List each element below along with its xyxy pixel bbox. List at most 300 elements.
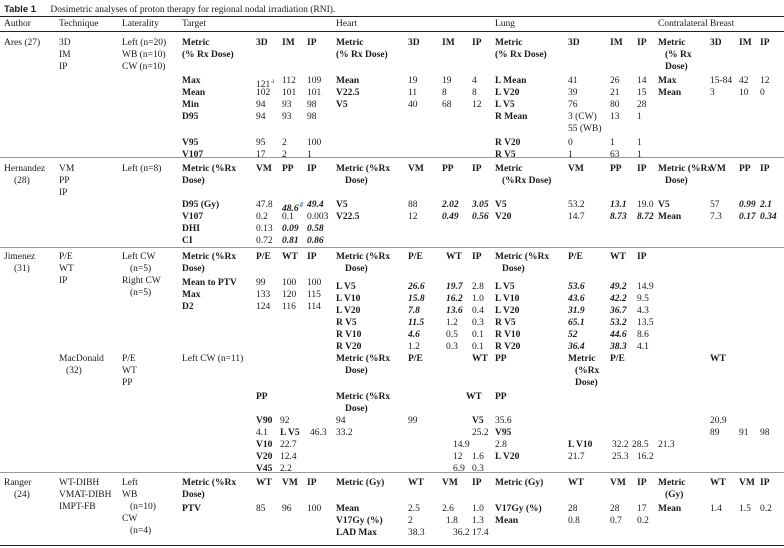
table-cell: 1 bbox=[637, 112, 642, 122]
table-cell: V20 bbox=[256, 452, 273, 462]
table-cell: Metric (Gy) bbox=[336, 478, 385, 488]
table-cell: 11.5 bbox=[408, 318, 425, 328]
table-cell: 0.09 bbox=[282, 224, 299, 234]
table-cell: 85 bbox=[256, 504, 266, 514]
table-cell: IM bbox=[59, 50, 71, 60]
table-cell: PP bbox=[739, 164, 751, 174]
table-cell: L Mean bbox=[495, 76, 527, 86]
table-cell: 28 bbox=[568, 504, 578, 514]
table-cell: Min bbox=[182, 100, 199, 110]
table-cell: 91 bbox=[739, 428, 749, 438]
header-rule bbox=[0, 31, 784, 32]
table-cell: 0.003 bbox=[307, 212, 329, 222]
table-cell: 53.6 bbox=[568, 282, 585, 292]
table-cell: 2.8 bbox=[495, 440, 507, 450]
table-cell: WT bbox=[446, 252, 462, 262]
table-cell: V17Gy (%) bbox=[336, 516, 383, 526]
table-cell: 98 bbox=[307, 100, 317, 110]
table-cell: 2.1 bbox=[760, 200, 772, 210]
table-cell: IMPT-FB bbox=[59, 502, 96, 512]
table-cell: 12 bbox=[760, 76, 770, 86]
table-cell: 31.9 bbox=[568, 306, 585, 316]
table-cell: PP bbox=[256, 392, 268, 402]
table-cell: 32.2 bbox=[612, 440, 629, 450]
table-cell: 19 bbox=[408, 76, 418, 86]
table-cell: 98 bbox=[760, 428, 770, 438]
table-cell: Metric (%Rx bbox=[336, 164, 391, 174]
table-cell: IP bbox=[637, 38, 647, 48]
table-cell: CI bbox=[182, 236, 193, 246]
table-cell: 2.5 bbox=[408, 504, 420, 514]
column-header-author: Author bbox=[4, 19, 31, 29]
table-cell: 94 bbox=[256, 100, 266, 110]
table-cell: 1.3 bbox=[472, 516, 484, 526]
table-cell: IP bbox=[472, 252, 482, 262]
table-cell: IP bbox=[637, 252, 647, 262]
table-cell: Mean bbox=[658, 88, 682, 98]
table-cell: Max bbox=[658, 76, 677, 86]
table-cell: Metric bbox=[568, 354, 596, 364]
table-cell: Mean bbox=[658, 504, 682, 514]
table-cell: 100 bbox=[307, 278, 322, 288]
table-cell: 0.17 bbox=[739, 212, 756, 222]
table-cell: Metric bbox=[658, 38, 686, 48]
table-cell: (n=5) bbox=[130, 264, 152, 274]
table-cell: IP bbox=[637, 478, 647, 488]
table-cell: 0.13 bbox=[256, 224, 273, 234]
table-cell: Dose) bbox=[182, 490, 205, 500]
table-cell: 36.2 bbox=[453, 528, 470, 538]
table-cell: 0.86 bbox=[307, 236, 324, 246]
table-cell: IP bbox=[307, 478, 317, 488]
table-cell: (%Rx bbox=[575, 366, 600, 376]
table-cell: L V5 bbox=[495, 100, 515, 110]
table-cell: 21.7 bbox=[568, 452, 585, 462]
table-cell: 4.1 bbox=[256, 428, 268, 438]
table-cell: 55 (WB) bbox=[568, 124, 602, 134]
column-header-lung: Lung bbox=[495, 19, 516, 29]
table-cell: 93 bbox=[282, 112, 292, 122]
table-cell: R V20 bbox=[336, 342, 362, 352]
table-cell: Metric (%Rx bbox=[182, 164, 237, 174]
table-cell: R V20 bbox=[495, 342, 521, 352]
table-cell: WT bbox=[568, 478, 584, 488]
footnote-marker: a bbox=[271, 77, 275, 85]
table-cell: Mean bbox=[182, 88, 206, 98]
table-cell: R V5 bbox=[495, 150, 516, 160]
table-cell: 114 bbox=[307, 302, 321, 312]
table-cell: 49.2 bbox=[610, 282, 627, 292]
table-cell: 17 bbox=[256, 150, 266, 160]
table-cell: 0.58 bbox=[307, 224, 324, 234]
table-cell: IP bbox=[760, 164, 770, 174]
table-cell: 21.3 bbox=[658, 440, 675, 450]
table-cell: PP bbox=[442, 164, 454, 174]
table-cell: 22.7 bbox=[280, 440, 297, 450]
table-cell: 14.7 bbox=[568, 212, 585, 222]
table-cell: 0.2 bbox=[760, 504, 772, 514]
table-cell: Dose) bbox=[345, 404, 368, 414]
table-cell: 101 bbox=[282, 88, 297, 98]
table-cell: P/E bbox=[59, 252, 73, 262]
table-cell: 100 bbox=[307, 138, 322, 148]
table-cell: VM bbox=[710, 164, 726, 174]
table-cell: L V20 bbox=[495, 306, 520, 316]
table-caption bbox=[4, 4, 335, 16]
table-cell: 52 bbox=[568, 330, 578, 340]
table-cell: 3 bbox=[710, 88, 715, 98]
table-cell: 13.1 bbox=[610, 200, 627, 210]
table-cell: 112 bbox=[282, 76, 296, 86]
table-cell: MacDonald bbox=[59, 354, 104, 364]
table-cell: IP bbox=[760, 478, 770, 488]
table-cell: (% Rx Dose) bbox=[336, 50, 388, 60]
table-cell: 15 bbox=[637, 88, 647, 98]
table-cell: 41 bbox=[568, 76, 578, 86]
table-cell: P/E bbox=[122, 354, 136, 364]
table-cell: PP bbox=[610, 164, 622, 174]
table-cell: L V5 bbox=[495, 282, 515, 292]
table-cell: 8.6 bbox=[637, 330, 649, 340]
table-cell: V45 bbox=[256, 464, 273, 474]
table-cell: P/E bbox=[568, 252, 583, 262]
table-cell: 0 bbox=[568, 138, 573, 148]
table-cell: Dose) bbox=[182, 264, 205, 274]
table-cell: (%Rx Dose) bbox=[502, 176, 552, 186]
table-cell: 39 bbox=[568, 88, 578, 98]
table-cell: Metric (%Rx bbox=[336, 252, 391, 262]
table-cell: Metric bbox=[495, 164, 523, 174]
table-cell: Ranger bbox=[4, 478, 32, 488]
table-cell: WT bbox=[710, 478, 726, 488]
table-cell: 14.9 bbox=[453, 440, 470, 450]
table-cell: 33.2 bbox=[336, 428, 353, 438]
table-cell: 2.2 bbox=[280, 464, 292, 474]
table-cell: 80 bbox=[610, 100, 620, 110]
column-header-target: Target bbox=[182, 19, 206, 29]
table-cell: 12 bbox=[472, 100, 482, 110]
table-cell: R V10 bbox=[336, 330, 362, 340]
table-cell: L V20 bbox=[495, 88, 520, 98]
table-cell: 12 bbox=[408, 212, 418, 222]
table-cell: 96 bbox=[282, 504, 292, 514]
table-cell: L V5 bbox=[336, 282, 356, 292]
table-cell: Left CW (n=11) bbox=[182, 354, 244, 364]
table-cell: 28.5 bbox=[632, 440, 649, 450]
table-cell: 10 bbox=[739, 88, 749, 98]
table-cell: V10 bbox=[256, 440, 273, 450]
table-cell: (24) bbox=[14, 490, 30, 500]
column-header-technique: Technique bbox=[59, 19, 99, 29]
table-cell: Left CW bbox=[122, 252, 156, 262]
table-cell: V5 bbox=[495, 200, 507, 210]
table-cell: 65.1 bbox=[568, 318, 585, 328]
table-cell: 35.6 bbox=[495, 416, 512, 426]
table-cell: 109 bbox=[307, 76, 322, 86]
table-cell: Hernandez bbox=[4, 164, 46, 174]
table-cell: L V10 bbox=[336, 294, 361, 304]
table-cell: 2.8 bbox=[472, 282, 484, 292]
table-cell: (% Rx Dose) bbox=[495, 50, 547, 60]
table-cell: CW bbox=[122, 514, 138, 524]
table-cell: Ares (27) bbox=[4, 38, 41, 48]
table-cell: 48.6# bbox=[282, 201, 304, 215]
table-cell: 3D bbox=[568, 38, 580, 48]
table-cell: VM bbox=[739, 478, 755, 488]
table-cell: 0.81 bbox=[282, 236, 299, 246]
table-cell: 53.2 bbox=[610, 318, 627, 328]
table-cell: 2 bbox=[282, 138, 287, 148]
table-cell: L V5 bbox=[280, 428, 300, 438]
table-cell: 19.0 bbox=[637, 200, 654, 210]
table-cell: 0.3 bbox=[472, 464, 484, 474]
table-cell: 124 bbox=[256, 302, 271, 312]
table-cell: R Mean bbox=[495, 112, 528, 122]
table-cell: 46.3 bbox=[310, 428, 327, 438]
table-cell: Mean bbox=[658, 212, 682, 222]
table-cell: Dose) bbox=[665, 176, 688, 186]
table-cell: 3.05 bbox=[472, 200, 489, 210]
table-cell: 13.6 bbox=[446, 306, 463, 316]
table-cell: V20 bbox=[495, 212, 512, 222]
table-cell: 3D bbox=[256, 38, 268, 48]
table-cell: 0.49 bbox=[442, 212, 459, 222]
table-cell: WT bbox=[282, 252, 298, 262]
table-cell: (% Rx bbox=[665, 50, 692, 60]
table-cell: 99 bbox=[408, 416, 418, 426]
table-cell: Metric (%Rx bbox=[495, 252, 550, 262]
table-cell: 0.5 bbox=[446, 330, 458, 340]
table-cell: 13 bbox=[610, 112, 620, 122]
table-cell: Max bbox=[182, 76, 201, 86]
table-cell: 19.7 bbox=[446, 282, 463, 292]
table-cell: 42.2 bbox=[610, 294, 627, 304]
table-cell: (32) bbox=[66, 366, 82, 376]
table-cell: Dose) bbox=[345, 366, 368, 376]
table-cell: (n=10) bbox=[130, 502, 156, 512]
table-cell: 38.3 bbox=[610, 342, 627, 352]
table-cell: 0.2 bbox=[637, 516, 649, 526]
table-cell: 1 bbox=[637, 138, 642, 148]
table-cell: Metric (Gy) bbox=[495, 478, 544, 488]
table-cell: V5 bbox=[658, 200, 670, 210]
table-cell: L V10 bbox=[495, 294, 520, 304]
table-cell: 17.4 bbox=[472, 528, 489, 538]
table-cell: WT bbox=[122, 366, 137, 376]
table-cell: 1.4 bbox=[710, 504, 722, 514]
table-cell: 53.2 bbox=[568, 200, 585, 210]
column-header-laterality: Laterality bbox=[122, 19, 159, 29]
table-cell: 120 bbox=[282, 290, 297, 300]
table-cell: 93 bbox=[282, 100, 292, 110]
table-cell: IP bbox=[472, 164, 482, 174]
table-cell: 3D bbox=[710, 38, 722, 48]
table-cell: 133 bbox=[256, 290, 271, 300]
table-cell: 76 bbox=[568, 100, 578, 110]
table-cell: VM bbox=[59, 164, 75, 174]
table-cell: 68 bbox=[442, 100, 452, 110]
table-cell: 19 bbox=[442, 76, 452, 86]
table-cell: 115 bbox=[307, 290, 321, 300]
table-cell: Metric bbox=[336, 38, 364, 48]
table-cell: 4.3 bbox=[637, 306, 649, 316]
table-cell: 2.02 bbox=[442, 200, 459, 210]
table-cell: 15.8 bbox=[408, 294, 425, 304]
table-cell: 4.6 bbox=[408, 330, 420, 340]
study-divider-hernandez bbox=[0, 247, 784, 248]
column-header-heart: Heart bbox=[336, 19, 358, 29]
table-cell: 0.56 bbox=[472, 212, 489, 222]
table-cell: DHI bbox=[182, 224, 200, 234]
table-cell: Dose) bbox=[345, 176, 368, 186]
table-cell: P/E bbox=[610, 354, 625, 364]
table-cell: 12.4 bbox=[280, 452, 297, 462]
table-cell: 13.5 bbox=[637, 318, 654, 328]
table-cell: 44.6 bbox=[610, 330, 627, 340]
table-cell: VM bbox=[568, 164, 584, 174]
table-cell: 2 bbox=[282, 150, 287, 160]
table-cell: Metric (%Rx bbox=[336, 354, 391, 364]
table-cell: 40 bbox=[408, 100, 418, 110]
table-cell: Mean bbox=[336, 76, 360, 86]
table-cell: 0.1 bbox=[472, 330, 484, 340]
table-cell: 0.99 bbox=[739, 200, 756, 210]
table-cell: R V20 bbox=[495, 138, 521, 148]
table-cell: 21 bbox=[610, 88, 620, 98]
table-cell: 0.1 bbox=[472, 342, 484, 352]
table-cell: 7.8 bbox=[408, 306, 420, 316]
table-cell: Metric (%Rx bbox=[658, 164, 713, 174]
table-cell: 3D bbox=[59, 38, 71, 48]
table-cell: (% Rx Dose) bbox=[182, 50, 234, 60]
table-cell: 1 bbox=[307, 150, 312, 160]
table-cell: 8 bbox=[472, 88, 477, 98]
table-cell: Left (n=20) bbox=[122, 38, 167, 48]
table-cell: Dose) bbox=[665, 62, 688, 72]
table-cell: VM bbox=[282, 478, 298, 488]
table-cell: WT bbox=[472, 354, 488, 364]
table-cell: L V20 bbox=[495, 452, 520, 462]
table-cell: IP bbox=[637, 164, 647, 174]
table-cell: V107 bbox=[182, 150, 204, 160]
table-cell: 28 bbox=[637, 100, 647, 110]
table-cell: WB bbox=[122, 490, 138, 500]
column-header-contralateral-breast: Contralateral Breast bbox=[658, 19, 735, 29]
table-cell: 16.2 bbox=[637, 452, 654, 462]
table-cell: 49.4 bbox=[307, 200, 324, 210]
table-cell: Mean bbox=[495, 516, 519, 526]
table-cell: 16.2 bbox=[446, 294, 463, 304]
table-cell: PTV bbox=[182, 504, 201, 514]
table-cell: IP bbox=[59, 62, 68, 72]
table-cell: 1.2 bbox=[408, 342, 420, 352]
bottom-rule bbox=[0, 545, 784, 546]
table-cell: V5 bbox=[336, 100, 348, 110]
table-cell: 0.4 bbox=[472, 306, 484, 316]
table-cell: 1.0 bbox=[472, 504, 484, 514]
table-cell: VM bbox=[256, 164, 272, 174]
table-cell: LAD Max bbox=[336, 528, 377, 538]
table-cell: IP bbox=[59, 276, 68, 286]
table-cell: D95 (Gy) bbox=[182, 200, 220, 210]
table-cell: Dose) bbox=[575, 378, 598, 388]
table-cell: L V20 bbox=[336, 306, 361, 316]
table-cell: 15-84 bbox=[710, 76, 733, 86]
table-cell: Max bbox=[182, 290, 201, 300]
table-cell: 9.5 bbox=[637, 294, 649, 304]
table-cell: 100 bbox=[282, 278, 297, 288]
table-cell: 36.7 bbox=[610, 306, 627, 316]
table-cell: 0.8 bbox=[568, 516, 580, 526]
table-cell: WT bbox=[710, 354, 726, 364]
table-cell: 98 bbox=[307, 112, 317, 122]
table-cell: IP bbox=[760, 38, 770, 48]
study-divider-ares bbox=[0, 157, 784, 158]
table-cell: (Gy) bbox=[665, 490, 684, 500]
table-cell: L V10 bbox=[568, 440, 593, 450]
table-cell: Metric bbox=[182, 38, 210, 48]
table-cell: V107 bbox=[182, 212, 204, 222]
table-cell: 12 bbox=[453, 452, 463, 462]
caption-label: Table 1 bbox=[4, 4, 37, 15]
table-cell: IP bbox=[472, 478, 482, 488]
table-cell: VM bbox=[408, 164, 424, 174]
table-cell: Right CW bbox=[122, 276, 161, 286]
table-cell: 14.9 bbox=[637, 282, 654, 292]
table-cell: 20.9 bbox=[710, 416, 727, 426]
table-cell: 4 bbox=[472, 76, 477, 86]
table-cell: 0.34 bbox=[760, 212, 777, 222]
table-cell: 1.8 bbox=[446, 516, 458, 526]
table-cell: WT bbox=[466, 392, 482, 402]
table-cell: 92 bbox=[280, 416, 290, 426]
table-cell: 6.9 bbox=[453, 464, 465, 474]
table-cell: Metric (%Rx bbox=[182, 478, 237, 488]
table-cell: WT bbox=[408, 478, 424, 488]
table-cell: CW (n=10) bbox=[122, 62, 166, 72]
table-cell: Dose) bbox=[345, 264, 368, 274]
table-cell: 88 bbox=[408, 200, 418, 210]
table-cell: (31) bbox=[14, 264, 30, 274]
table-cell: V90 bbox=[256, 416, 273, 426]
table-cell: P/E bbox=[256, 252, 271, 262]
table-cell: 14 bbox=[637, 76, 647, 86]
table-cell: WT bbox=[256, 478, 272, 488]
table-cell: WT bbox=[610, 252, 626, 262]
table-cell: (n=4) bbox=[130, 526, 152, 536]
table-cell: 1.2 bbox=[446, 318, 458, 328]
table-cell: 43.6 bbox=[568, 294, 585, 304]
table-cell: V95 bbox=[495, 428, 512, 438]
table-cell: 89 bbox=[710, 428, 720, 438]
table-cell: 2.6 bbox=[442, 504, 454, 514]
table-cell: VMAT-DIBH bbox=[59, 490, 112, 500]
table-cell: V5 bbox=[336, 200, 348, 210]
table-cell: Left bbox=[122, 478, 138, 488]
table-cell: 0.3 bbox=[472, 318, 484, 328]
table-cell: 8.72 bbox=[637, 212, 654, 222]
table-cell: (n=5) bbox=[130, 288, 152, 298]
table-cell: 99 bbox=[256, 278, 266, 288]
table-cell: IP bbox=[472, 38, 482, 48]
table-cell: 57 bbox=[710, 200, 720, 210]
table-cell: IP bbox=[307, 252, 317, 262]
table-cell: IM bbox=[610, 38, 623, 48]
table-cell: 0 bbox=[760, 88, 765, 98]
table-cell: 36.4 bbox=[568, 342, 585, 352]
table-cell: 1 bbox=[637, 150, 642, 160]
table-cell: 0.72 bbox=[256, 236, 273, 246]
